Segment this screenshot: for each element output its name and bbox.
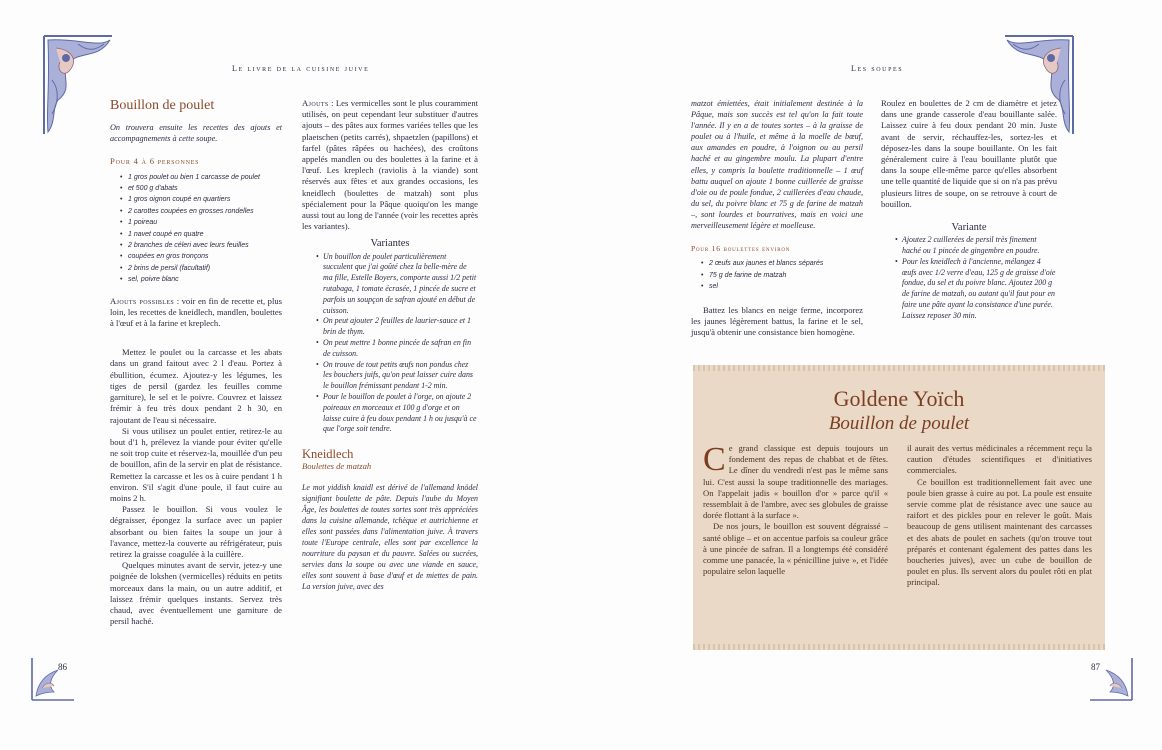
ajouts-text: : Les vermicelles sont le plus couramment utilisés, on peut cependant leur substituer d'autres ajouts – des pâtes aux formes variées telles que les plaetschen (petits carrés), shpaetzlen (papillons) et farfel (pâtes râpées ou hachées), des croûtons appelés mandlen ou des boulettes à la farine et à l'œuf. Les kreplech (raviolis à la viande) sont réservés aux fêtes et aux grandes occasions, les kneidlech (boulettes de matzah) sont plus spécialement pour la Pâque quoiqu'on les mange aussi tout au long de l'année (voir les recettes après les variantes). bbox=[302, 98, 478, 232]
recipe-title: Bouillon de poulet bbox=[110, 98, 215, 113]
ajouts-paragraph bbox=[302, 98, 478, 232]
method-paragraph: Si vous utilisez un poulet entier, retirez-le au bout d'1 h, prélevez la viande pour éviter qu'elle ne soit trop cuite et réservez-la, mouillée d'un peu de bouillon, afin de la servir en plat de résistance. Remettez la carcasse et les os à cuire pendant 1 h environ. S'il s'agit d'une poule, il faut cuire au moins 2 h. bbox=[110, 425, 282, 503]
drop-cap: C bbox=[703, 441, 726, 478]
variante-item: • On peut mettre 1 bonne pincée de safran en fin de cuisson. bbox=[316, 338, 478, 360]
sidebar-paragraph: il aurait des vertus médicinales a récemment reçu la caution d'études scientifiques et d'initiatives commerciales. bbox=[907, 443, 1092, 476]
method-paragraph: Mettez le poulet ou la carcasse et les abats dans un grand faitout avec 2 l d'eau. Portez à ébullition, écumez. Ajoutez-y les légumes, les tiges de persil (gardez les feuilles comme garniture), le sel et le poivre. Couvrez et laissez frémir à feu très doux pendant 2 h 30, en rajoutant de l'eau si nécessaire. bbox=[110, 347, 282, 425]
ingredient-list bbox=[122, 172, 282, 286]
ingredient-item: • 2 œufs aux jaunes et blancs séparés bbox=[703, 258, 863, 269]
ingredient-item: • 1 gros oignon coupé en quartiers bbox=[122, 194, 282, 205]
sidebar-title: Goldene Yoïch bbox=[833, 386, 965, 411]
ajouts-text: : voir en fin de recette et, plus loin, les recettes de kneidlech, mandlen, boulettes à l'œuf et à la farine et kreplech. bbox=[110, 295, 282, 329]
kneidlech-intro-continued: matzot émiettées, était initialement destinée à la Pâque, mais son succès est tel qu'on la fait toute l'année. Il y en a de toutes sortes – à la graisse de poulet ou à l'huile, et même à la moelle de bœuf, aux amandes en poudre, à l'oignon ou au persil haché et au gingembre moulu. La plupart d'entre elles, y compris la boulette traditionnelle – 1 œuf battu auquel on ajoute 1 bonne cuillerée de graisse d'oie ou de poule fondue, 2 cuillerées d'eau chaude, du sel, du poivre blanc et 75 g de farine de matzah –, sont lourdes et bourratives, mais en voici une merveilleusement légère et moelleuse. bbox=[691, 99, 863, 231]
page-number-right: 87 bbox=[1091, 662, 1100, 672]
serves-label: Pour 16 boulettes environ bbox=[691, 244, 791, 254]
right-page bbox=[581, 0, 1162, 750]
ajouts-lead: Ajouts bbox=[302, 98, 329, 108]
method-paragraph: Passez le bouillon. Si vous voulez le dégraisser, épongez la surface avec un papier absorbant ou bien faites la soupe un jour à l'avance, mettez-la couverte au réfrigérateur, puis retirez la graisse coagulée à la cuillère. bbox=[110, 504, 282, 559]
recipe-intro: On trouvera ensuite les recettes des ajouts et accompagnements à cette soupe. bbox=[110, 123, 282, 144]
running-head-left: Le livre de la cuisine juive bbox=[232, 64, 370, 73]
variante-item: • Ajoutez 2 cuillerées de persil très finement haché ou 1 pincée de gingembre en poudre. bbox=[895, 235, 1057, 257]
ingredient-item: • 2 brins de persil (facultatif) bbox=[122, 263, 282, 274]
ingredient-item: • sel, poivre blanc bbox=[122, 274, 282, 285]
left-column-1 bbox=[110, 98, 282, 627]
corner-ornament-bottom-left-icon bbox=[28, 652, 78, 704]
variante-item: • On trouve de tout petits œufs non pondus chez les bouchers juifs, qu'on peut laisser cuire dans le bouillon frémissant pendant 1-2 min. bbox=[316, 360, 478, 392]
ajouts-paragraph bbox=[110, 296, 282, 330]
sidebar-paragraph: Ce grand classique est depuis toujours un fondement des repas de chabbat et de fêtes. Le dîner du vendredi n'est pas le même sans lui. C'est aussi la soupe traditionnelle des mariages. On l'appelait jadis « bouillon d'or » parce qu'il « ressemblait à de l'ambre, avec ses globules de graisse dorée flottant à la surface ». bbox=[703, 441, 888, 521]
sidebar-paragraph: De nos jours, le bouillon est souvent dégraissé – santé oblige – et on accentue parfois sa couleur grâce à une pincée de safran. Il a longtemps été considéré comme une panacée, la « pénicilline juive », et l'idée populaire selon laquelle bbox=[703, 521, 888, 577]
kneidlech-subtitle: Boulettes de matzah bbox=[302, 461, 372, 472]
variante-title: Variante bbox=[951, 222, 987, 234]
ingredient-item: • 1 gros poulet ou bien 1 carcasse de poulet bbox=[122, 172, 282, 183]
running-head-right: Les soupes bbox=[851, 64, 904, 73]
goldene-yoich-sidebar bbox=[693, 365, 1105, 650]
ingredient-item: • et 500 g d'abats bbox=[122, 183, 282, 194]
serves-label: Pour 4 à 6 personnes bbox=[110, 156, 200, 167]
kneidlech-intro: Le mot yiddish knaidl est dérivé de l'allemand knödel signifiant boulette de pâte. Depuis l'aube du Moyen Âge, les boulettes de toutes sortes sont très appréciées dans la cuisine allemande, tchèque et autrichienne et elles sont passées dans l'alimentation juive. À travers toute l'Europe centrale, elles sont par excellence la nourriture du paysan et du pauvre. Salées ou sucrées, servies dans la soupe ou avec une viande en sauce, elles sont souvent à base d'œuf et de miettes de pain. La version juive, avec des bbox=[302, 483, 478, 592]
ingredient-item: • coupées en gros tronçons bbox=[122, 251, 282, 262]
ingredient-item: • 75 g de farine de matzah bbox=[703, 270, 863, 281]
ingredient-list bbox=[703, 258, 863, 292]
variante-item: • Pour le bouillon de poulet à l'orge, on ajoute 2 poireaux en morceaux et 100 g d'orge et on laisse cuire à feu doux pendant 1 h ou jusqu'à ce que l'orge soit tendre. bbox=[316, 392, 478, 435]
variante-item: • Pour les kneidlech à l'ancienne, mélangez 4 œufs avec 1/2 verre d'eau, 125 g de graisse d'oie fondue, du sel et du poivre blanc. Ajoutez 200 g de farine de matzah, ou autant qu'il faut pour en faire une pâte ayant la consistance d'une purée. Laissez reposer 30 min. bbox=[895, 257, 1057, 322]
page-number-left: 86 bbox=[58, 662, 67, 672]
variantes-title: Variantes bbox=[370, 238, 410, 250]
ingredient-item: • 2 carottes coupées en grosses rondelles bbox=[122, 206, 282, 217]
ingredient-item: • 1 navet coupé en quatre bbox=[122, 229, 282, 240]
corner-ornament-top-left-icon bbox=[38, 30, 118, 140]
method-paragraph: Roulez en boulettes de 2 cm de diamètre et jetez dans une grande casserole d'eau bouillante salée. Laissez cuire à feu doux pendant 20 min. Juste avant de servir, réchauffez-les, sortez-les et déposez-les dans la soupe bouillante. On les fait généralement cuire à l'eau bouillante plutôt que dans la soupe elle-même parce qu'elles absorbent une telle quantité de liquide que si on n'a pas prévu plusieurs litres de soupe, on se retrouve à court de bouillon. bbox=[881, 98, 1057, 209]
sidebar-column-2 bbox=[907, 443, 1092, 589]
right-column-2 bbox=[881, 98, 1057, 322]
corner-ornament-bottom-right-icon bbox=[1086, 652, 1136, 704]
ingredient-item: • sel bbox=[703, 281, 863, 292]
right-column-1 bbox=[691, 98, 863, 338]
ingredient-item: • 2 branches de céleri avec leurs feuilles bbox=[122, 240, 282, 251]
variantes-list bbox=[316, 252, 478, 436]
variante-item: • On peut ajouter 2 feuilles de laurier-sauce et 1 brin de thym. bbox=[316, 316, 478, 338]
sidebar-subtitle: Bouillon de poulet bbox=[828, 413, 970, 434]
left-column-2 bbox=[302, 98, 478, 592]
ingredient-item: • 1 poireau bbox=[122, 217, 282, 228]
sidebar-paragraph: Ce bouillon est traditionnellement fait avec une poule bien grasse à cuire au pot. La poule est ensuite servie comme plat de résistance avec une sauce au raifort et des pickles pour en relever le goût. Mais beaucoup de gens utilisent maintenant des carcasses et des abats de poulet en sachets (qu'on trouve tout préparés et contenant également des pattes dans les boucheries juives), avec un cube de bouillon de poulet en plus. Ils servent alors du poulet rôti en plat principal. bbox=[907, 476, 1092, 588]
method-paragraph: Quelques minutes avant de servir, jetez-y une poignée de lokshen (vermicelles) réduits en petits morceaux dans la main, ou un autre additif, et laissez frémir quelques instants. Servez très chaud, avec éventuellement une garniture de persil haché. bbox=[110, 560, 282, 627]
variante-list bbox=[895, 235, 1057, 321]
method-paragraph: Battez les blancs en neige ferme, incorporez les jaunes légèrement battus, la farine et le sel, jusqu'à obtenir une consistance bien homogène. bbox=[691, 304, 863, 337]
kneidlech-title: Kneidlech bbox=[302, 447, 354, 462]
ajouts-lead: Ajouts possibles bbox=[110, 295, 175, 306]
variante-item: • Un bouillon de poulet particulièrement succulent que j'ai goûté chez la belle-mère de ma fille, Estelle Boyers, comporte aussi 1/2 petit rutabaga, 1 tomate écrasée, 1 pincée de sucre et parfois un soupçon de safran ajouté en début de cuisson. bbox=[316, 252, 478, 317]
sidebar-column-1 bbox=[703, 443, 888, 577]
